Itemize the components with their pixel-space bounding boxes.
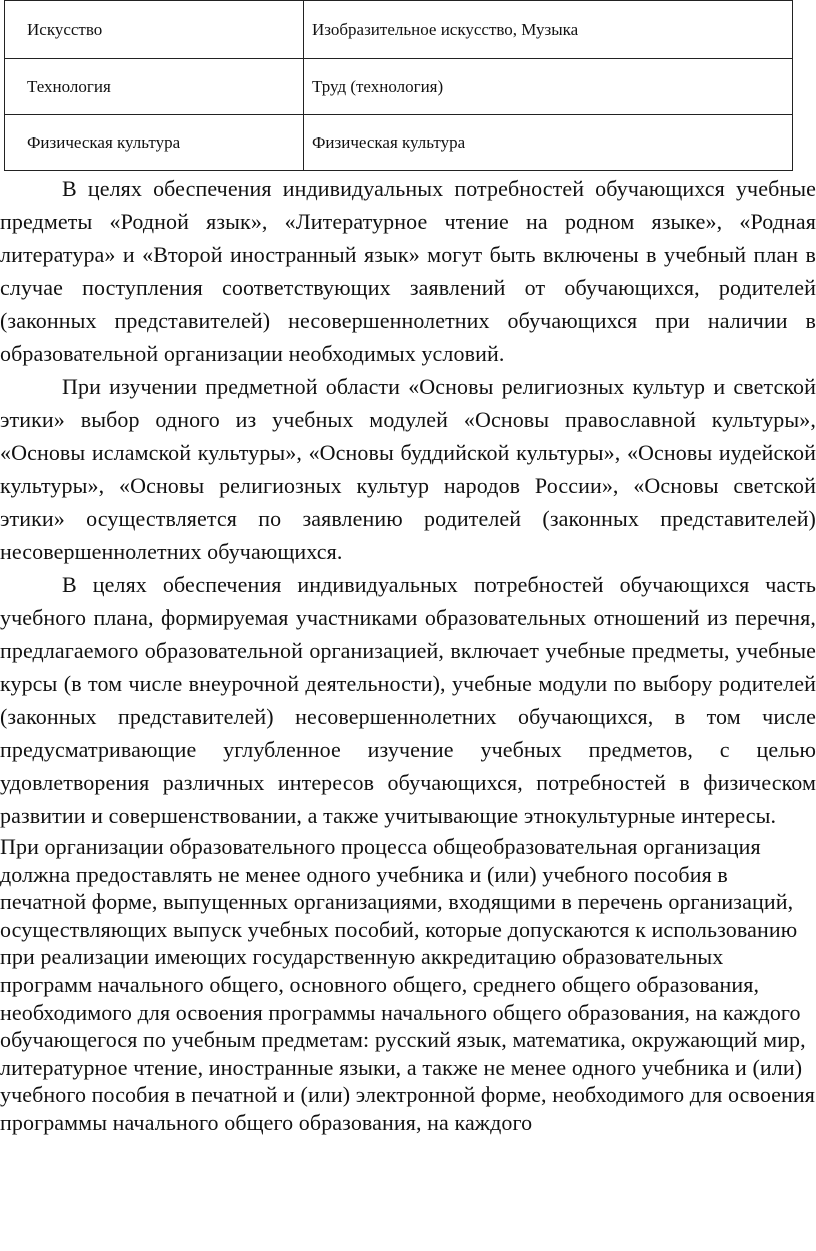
subjects-cell: Изобразительное искусство, Музыка <box>304 1 793 59</box>
subjects-cell: Физическая культура <box>304 115 793 171</box>
paragraph-textbooks: При организации образовательного процесса общеобразовательная организация должна предоставлять не менее одного учебника и (или) учебного пособия в печатной форме, выпущенных организациями, входящими в перечень организаций, осуществляющих выпуск учебных пособий, которые допускаются к использованию при реализации имеющих государственную аккредитацию образовательных программ начального общего, основного общего, среднего общего образования, необходимого для освоения программы начального общего образования, на каждого обучающегося по учебным предметам: русский язык, математика, окружающий мир, литературное чтение, иностранные языки, а также не менее одного учебника и (или) учебного пособия в печатной и (или) электронной форме, необходимого для освоения программы начального общего образования, на каждого <box>0 834 816 1135</box>
subject-area-cell: Физическая культура <box>5 115 304 171</box>
table-row <box>5 59 793 115</box>
table-row <box>5 115 793 171</box>
subject-area-cell: Искусство <box>5 1 304 59</box>
paragraph-elective-part: В целях обеспечения индивидуальных потребностей обучающихся часть учебного плана, формируемая участниками образовательных отношений из перечня, предлагаемого образовательной организацией, включает учебные предметы, учебные курсы (в том числе внеурочной деятельности), учебные модули по выбору родителей (законных представителей) несовершеннолетних обучающихся, в том числе предусматривающие углубленное изучение учебных предметов, с целью удовлетворения различных интересов обучающихся, потребностей в физическом развитии и совершенствовании, а также учитывающие этнокультурные интересы. <box>0 572 816 828</box>
subjects-cell: Труд (технология) <box>304 59 793 115</box>
body-text <box>0 172 816 1137</box>
table-row <box>5 1 793 59</box>
subject-area-cell: Технология <box>5 59 304 115</box>
subjects-table <box>4 0 793 171</box>
paragraph-native-language: В целях обеспечения индивидуальных потребностей обучающихся учебные предметы «Родной язык», «Литературное чтение на родном языке», «Родная литература» и «Второй иностранный язык» могут быть включены в учебный план в случае поступления соответствующих заявлений от обучающихся, родителей (законных представителей) несовершеннолетних обучающихся при наличии в образовательной организации необходимых условий. <box>0 176 816 366</box>
paragraph-religious-cultures: При изучении предметной области «Основы религиозных культур и светской этики» выбор одного из учебных модулей «Основы православной культуры», «Основы исламской культуры», «Основы буддийской культуры», «Основы иудейской культуры», «Основы религиозных культур народов России», «Основы светской этики» осуществляется по заявлению родителей (законных представителей) несовершеннолетних обучающихся. <box>0 374 816 564</box>
